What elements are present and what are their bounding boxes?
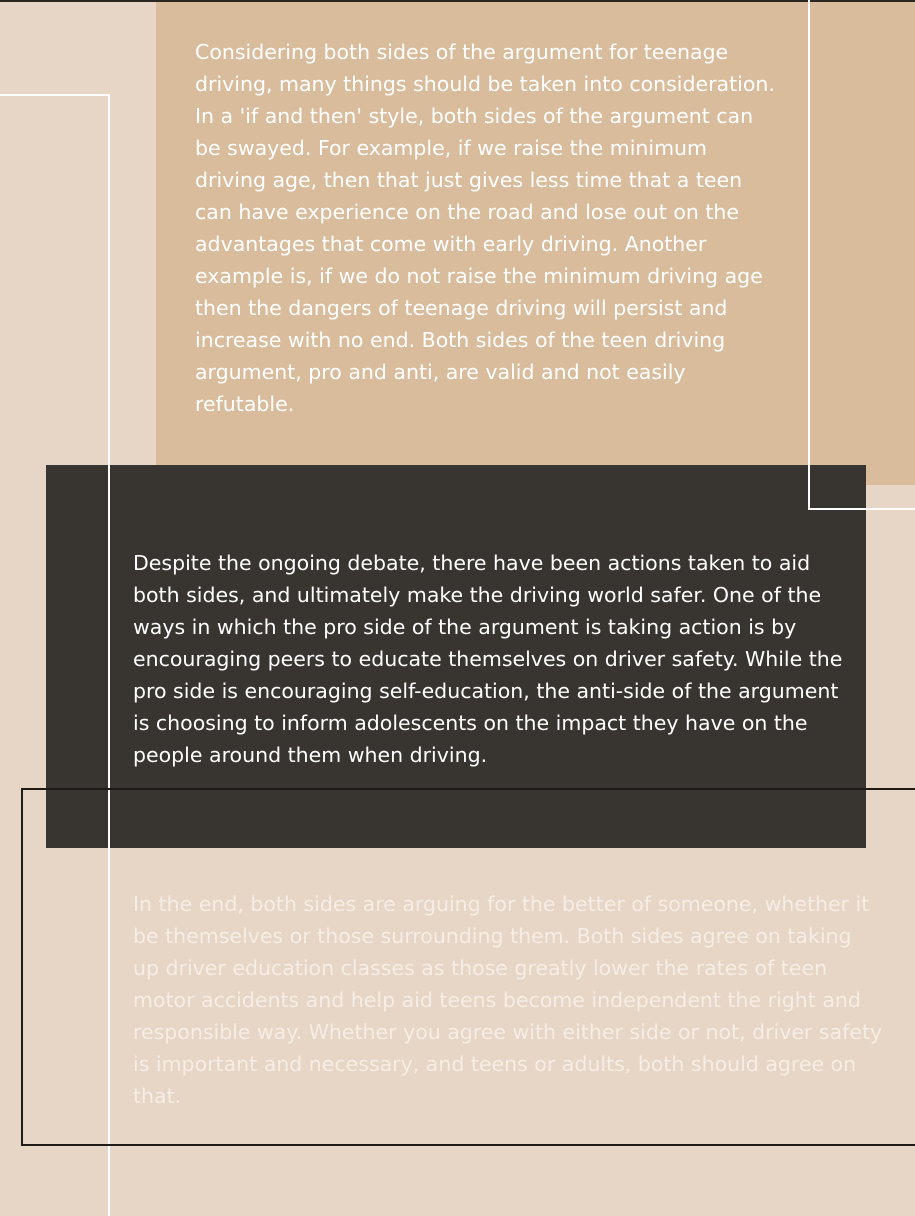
paragraph-actions-taken: Despite the ongoing debate, there have been actions taken to aid both sides, and ultimately make the driving world safer. One of the ways in which the pro side of the argument is taking action is by encouraging peers to educate themselves on driver safety. While the pro side is encouraging self-education, the anti-side of the argument is choosing to inform adolescents on the impact they have on the people around them when driving. bbox=[133, 551, 843, 767]
paragraph-in-the-end: In the end, both sides are arguing for the better of someone, whether it be themselves or those surrounding them. Both sides agree on taking up driver education classes as those greatly lower the rates of teen motor accidents and help aid teens become independent the right and responsible way. Whether you agree with either side or not, driver safety is important and necessary, and teens or adults, both should agree on that. bbox=[133, 892, 883, 1108]
paragraph-considering-both-sides: Considering both sides of the argument for teenage driving, many things should be taken into consideration. In a 'if and then' style, both sides of the argument can be swayed. For example, if we raise the minimum driving age, then that just gives less time that a teen can have experience on the road and lose out on the advantages that come with early driving. Another example is, if we do not raise the minimum driving age then the dangers of teenage driving will persist and increase with no end. Both sides of the teen driving argument, pro and anti, are valid and not easily refutable. bbox=[195, 40, 775, 416]
top-border-line bbox=[0, 0, 915, 2]
white-outline-frame-right bbox=[808, 0, 915, 510]
